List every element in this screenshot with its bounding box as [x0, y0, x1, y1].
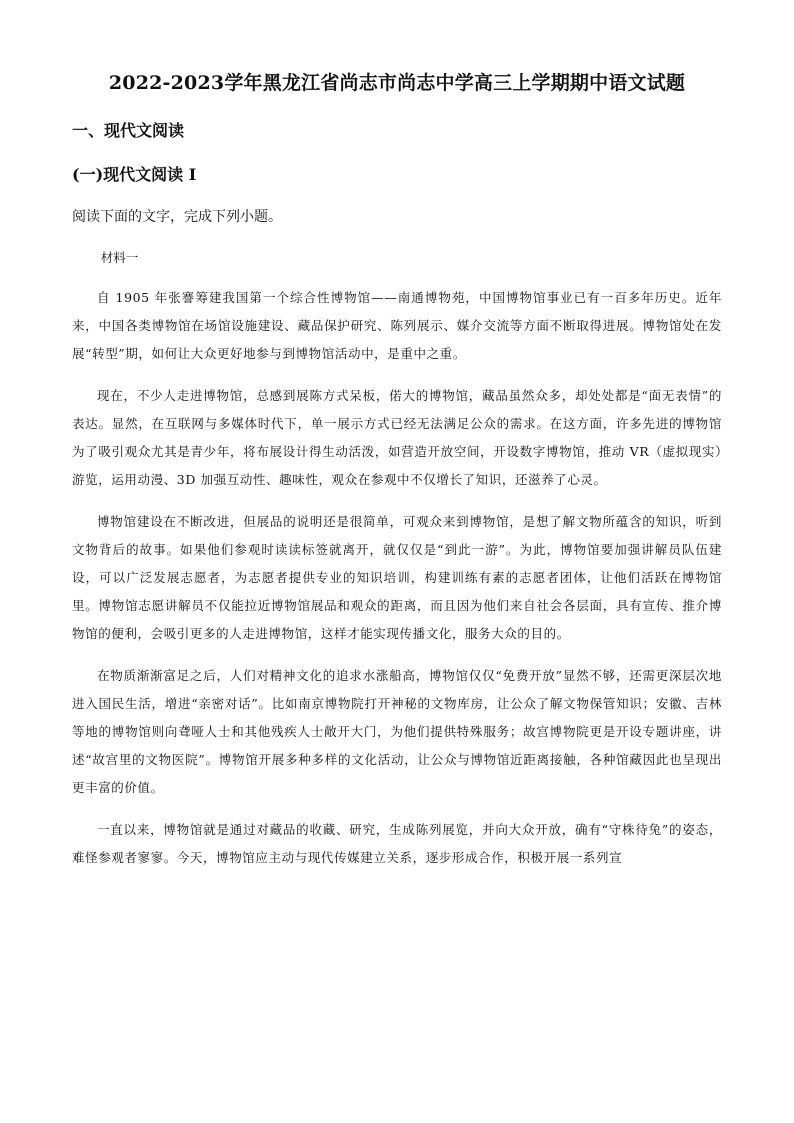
paragraph-3: 博物馆建设在不断改进，但展品的说明还是很简单，可观众来到博物馆，是想了解文物所蕴含的知识，听到文物背后的故事。如果他们参观时读读标签就离开，就仅仅是“到此一游”。为此，博物馆要加强讲解员队伍建设，可以广泛发展志愿者，为志愿者提供专业的知识培训，构建训练有素的志愿者团体，让他们活跃在博物馆里。博物馆志愿讲解员不仅能拉近博物馆展品和观众的距离，而且因为他们来自社会各层面，具有宣传、推介博物馆的便利，会吸引更多的人走进博物馆，这样才能实现传播文化，服务大众的目的。	[72, 514, 722, 641]
paragraph-4: 在物质渐渐富足之后，人们对精神文化的追求水涨船高，博物馆仅仅“免费开放”显然不够，还需更深层次地进入国民生活，增进“亲密对话”。比如南京博物院打开神秘的文物库房，让公众了解文物保管知识；安徽、吉林等地的博物馆则向聋哑人士和其他残疾人士敞开大门，为他们提供特殊服务；故宫博物院更是开设专题讲座，讲述“故宫里的文物医院”。博物馆开展多种多样的文化活动，让公众与博物馆近距离接触，各种馆藏因此也呈现出更丰富的价值。	[72, 668, 722, 795]
paragraph-2: 现在，不少人走进博物馆，总感到展陈方式呆板，偌大的博物馆，藏品虽然众多，却处处都是“面无表情”的表达。显然，在互联网与多媒体时代下，单一展示方式已经无法满足公众的需求。在这方面，许多先进的博物馆为了吸引观众尤其是青少年，将布展设计得生动活泼，如营造开放空间，开设数字博物馆，推动 VR（虚拟现实）游览，运用动漫、3D 加强互动性、趣味性，观众在参观中不仅增长了知识，还滋养了心灵。	[72, 388, 722, 487]
document-title: 2022-2023学年黑龙江省尚志市尚志中学高三上学期期中语文试题	[108, 72, 686, 94]
subsection-heading: (一)现代文阅读 I	[72, 165, 197, 184]
paragraph-1: 自 1905 年张謇筹建我国第一个综合性博物馆——南通博物苑，中国博物馆事业已有一百多年历史。近年来，中国各类博物馆在场馆设施建设、藏品保护研究、陈列展示、媒介交流等方面不断取得进展。博物馆处在发展“转型”期，如何让大众更好地参与到博物馆活动中，是重中之重。	[72, 290, 722, 361]
section-heading: 一、现代文阅读	[72, 121, 185, 140]
material-label: 材料一	[100, 250, 139, 265]
instruction-text: 阅读下面的文字，完成下列小题。	[72, 209, 282, 225]
paragraph-5: 一直以来，博物馆就是通过对藏品的收藏、研究，生成陈列展览，并向大众开放，确有“守株待兔”的姿态，难怪参观者寥寥。今天，博物馆应主动与现代传媒建立关系，逐步形成合作，积极开展一系列宣	[72, 822, 722, 865]
